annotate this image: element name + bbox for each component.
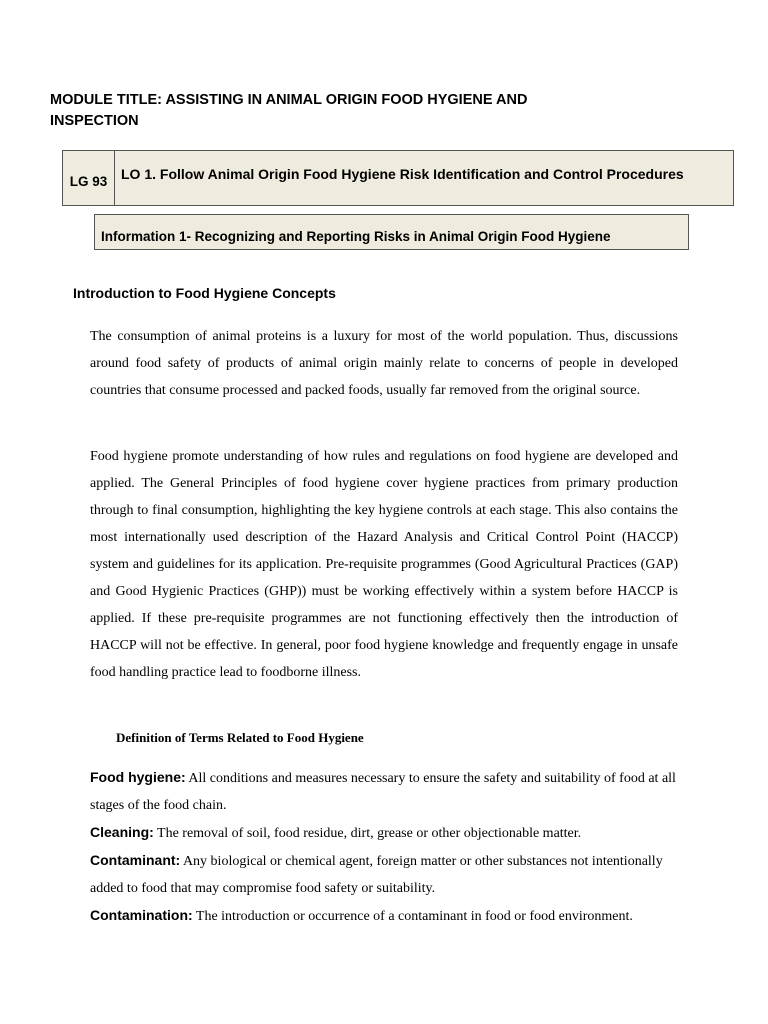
definition-text: Any biological or chemical agent, foreign matter or other substances not intentionally added to food that may compromise food safety or suitability. xyxy=(90,854,663,896)
information-sheet-title: Information 1- Recognizing and Reporting Risks in Animal Origin Food Hygiene xyxy=(94,214,689,250)
learning-outcome-title: LO 1. Follow Animal Origin Food Hygiene Risk Identification and Control Procedures xyxy=(121,166,684,182)
learning-guide-number: LG 93 xyxy=(63,151,115,205)
definitions-list xyxy=(90,764,680,930)
definition-text: The introduction or occurrence of a contaminant in food or food environment. xyxy=(192,909,633,924)
section-heading: Introduction to Food Hygiene Concepts xyxy=(73,285,336,301)
definition-item xyxy=(90,819,680,847)
learning-outcome-box xyxy=(62,150,734,206)
definition-text: The removal of soil, food residue, dirt, grease or other objectionable matter. xyxy=(153,826,582,841)
definition-item xyxy=(90,847,680,902)
paragraph-2: Food hygiene promote understanding of how rules and regulations on food hygiene are developed and applied. The General Principles of food hygiene cover hygiene practices from primary production through to final consumption, highlighting the key hygiene controls at each stage. This also contains the most internationally used description of the Hazard Analysis and Critical Control Point (HACCP) system and guidelines for its application. Pre-requisite programmes (Good Agricultural Practices (GAP) and Good Hygienic Practices (GHP)) must be working effectively within a system before HACCP is applied. If these pre-requisite programmes are not functioning effectively then the introduction of HACCP will not be effective. In general, poor food hygiene knowledge and frequently engage in unsafe food handling practice lead to foodborne illness. xyxy=(90,449,678,680)
paragraph-1: The consumption of animal proteins is a luxury for most of the world population. Thus, discussions around food safety of products of animal origin mainly relate to concerns of people in developed countries that consume processed and packed foods, usually far removed from the original source. xyxy=(90,329,678,398)
definition-term: Contamination: xyxy=(90,907,193,923)
definition-term: Contaminant: xyxy=(90,852,181,868)
definition-term: Cleaning: xyxy=(90,824,154,840)
module-title: MODULE TITLE: ASSISTING IN ANIMAL ORIGIN FOOD HYGIENE AND INSPECTION xyxy=(50,92,528,129)
definition-item xyxy=(90,902,680,930)
definition-text: All conditions and measures necessary to ensure the safety and suitability of food at all stages of the food chain. xyxy=(90,771,676,813)
definition-term: Food hygiene: xyxy=(90,769,186,785)
definition-item xyxy=(90,764,680,819)
definitions-heading: Definition of Terms Related to Food Hygiene xyxy=(116,730,364,745)
